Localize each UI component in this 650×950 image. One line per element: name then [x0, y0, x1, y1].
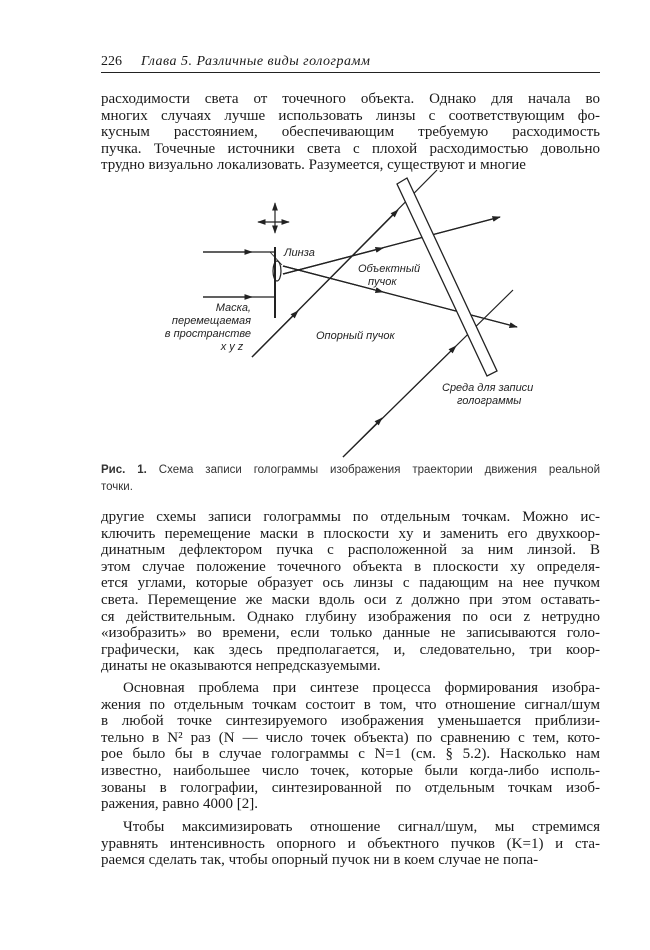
- caption-label: Рис. 1.: [101, 464, 147, 476]
- text-line: известно, наибольшее число точек, которые были когда-либо исполь-: [101, 762, 600, 779]
- text-line: зованы в голографии, синтезированной по отдельным точкам изоб-: [101, 779, 600, 796]
- text-line: тельно в N² раз (N — число точек объекта) по сравнению с тем, кото-: [101, 729, 600, 746]
- label-mask-3: в пространстве: [164, 328, 251, 340]
- text-line: этом случае положение точечного объекта в плоскости xy определя-: [101, 558, 600, 575]
- text-line: трудно визуально локализовать. Разумеется, существуют и многие: [101, 157, 526, 174]
- text-line: пучка. Точечные источники света с плохой расходимостью довольно: [101, 140, 600, 157]
- page-number: 226: [101, 54, 122, 69]
- label-medium-2: голограммы: [457, 395, 522, 407]
- caption-text-2: точки.: [101, 481, 133, 493]
- text-line: ражения, равно 4000 [2].: [101, 796, 258, 813]
- text-line: уравнять интенсивность опорного и объектного пучков (K=1) и ста-: [101, 835, 600, 852]
- running-title: Глава 5. Различные виды голограмм: [141, 54, 371, 69]
- text-line: другие схемы записи голограммы по отдельным точкам. Можно ис-: [101, 509, 600, 525]
- text-line: жения по отдельным точкам состоит в том, что отношение сигнал/шум: [101, 696, 600, 713]
- label-reference-beam: Опорный пучок: [316, 330, 395, 342]
- figure-caption: [101, 462, 600, 496]
- caption-text: Схема записи голограммы изображения траектории движения реальной: [158, 464, 600, 476]
- paragraph-4: [101, 819, 600, 869]
- paragraph-3: [101, 680, 600, 813]
- text-line: графически, как здесь предполагается, и, следовательно, три коор-: [101, 641, 600, 658]
- text-line: света. Перемещение же маски вдоль оси z должно при этом оставать-: [101, 591, 600, 608]
- label-mask: Маска,: [215, 302, 251, 314]
- text-line: рое было бы в случае голограммы с N=1 (см. § 5.2). Насколько нам: [101, 746, 600, 763]
- text-line: динаты не оказываются непредсказуемыми.: [101, 658, 381, 675]
- text-line: в любой точке синтезируемого изображения уменьшается приблизи-: [101, 713, 600, 730]
- recording-medium-plate: [397, 178, 497, 376]
- text-line: Основная проблема при синтезе процесса формирования изобра-: [123, 680, 600, 696]
- label-medium: Среда для записи: [442, 382, 534, 394]
- label-object-beam-2: пучок: [368, 276, 397, 288]
- text-line: расходимости света от точечного объекта. Однако для начала во: [101, 91, 600, 107]
- label-object-beam: Объектный: [358, 263, 421, 275]
- text-line: многих случаях лучше использовать линзы с соответствующим фо-: [101, 107, 600, 124]
- text-line: ется углами, которые образует ось линзы с падающим на нее пучком: [101, 575, 600, 592]
- text-line: Чтобы максимизировать отношение сигнал/шум, мы стремимся: [123, 819, 600, 835]
- label-mask-4: x y z: [220, 341, 244, 353]
- label-lens: Линза: [284, 247, 315, 259]
- text-line: кусным расстоянием, обеспечивающим требуемую расходимость: [101, 124, 600, 141]
- text-line: раемся сделать так, чтобы опорный пучок ни в коем случае не попа-: [101, 852, 539, 869]
- text-line: «изобразить» во времени, если только данные не записываются голо-: [101, 625, 600, 642]
- text-line: динатным дефлектором пучка с расположенной за ним линзой. В: [101, 542, 600, 559]
- paragraph-2: [101, 509, 600, 675]
- text-line: ключить перемещение маски в плоскости xy и заменить его двухкоор-: [101, 525, 600, 542]
- text-line: ся действительным. Однако глубину изображения по оси z нетрудно: [101, 608, 600, 625]
- label-mask-2: перемещаемая: [171, 315, 251, 327]
